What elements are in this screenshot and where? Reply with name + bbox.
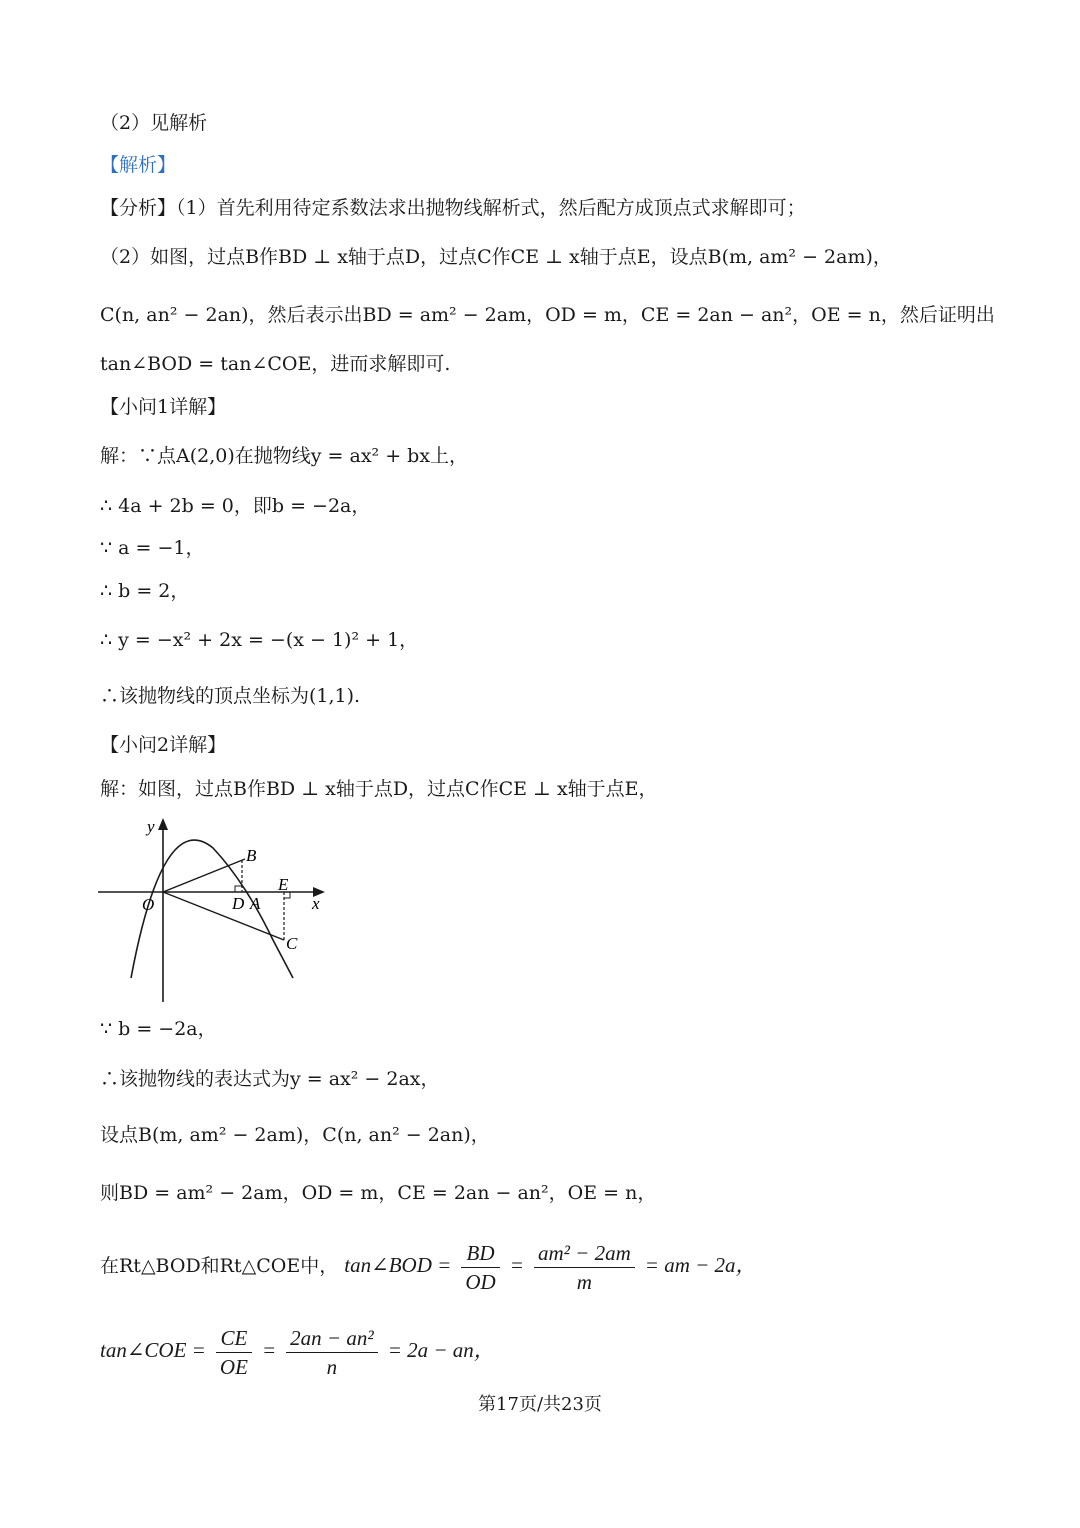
solution1-line-1: 解：∵点A(2,0)在抛物线y = ax² + bx上， [100,445,469,467]
solution1-line-5: ∴ y = −x² + 2x = −(x − 1)² + 1， [100,629,419,651]
label-C: C [286,934,298,953]
segment-OC [163,892,284,940]
analysis-line-4: tan∠BOD = tan∠COE，进而求解即可. [100,353,451,375]
solution1-line-2: ∴ 4a + 2b = 0，即b = −2a， [100,495,371,517]
eq1-rhs: = am − 2a， [644,1253,757,1277]
parabola-figure [95,812,335,1007]
solution1-line-6: ∴该抛物线的顶点坐标为(1,1). [100,685,361,707]
answer-part2: （2）见解析 [100,112,208,134]
eq2-f1-numerator: CE [220,1325,248,1350]
solution2-line-5: 则BD = am² − 2am，OD = m，CE = 2an − an²，OE = n， [100,1182,657,1204]
eq1-f2-numerator: am² − 2am [537,1240,631,1265]
eq2-fraction-2 [286,1324,377,1381]
eq2-f2-numerator: 2an − an² [290,1325,374,1350]
solution2-line-1: 解：如图，过点B作BD ⊥ x轴于点D，过点C作CE ⊥ x轴于点E， [100,778,658,800]
solution2-line-4: 设点B(m, am² − 2am)，C(n, an² − 2an)， [100,1124,490,1146]
label-O: O [142,895,155,914]
label-D: D [232,894,245,913]
eq2-f2-denominator: n [326,1354,338,1379]
equation-tan-BOD: 在Rt△BOD和Rt△COE中， tan∠BOD = $\frac{BD}{OD}$ = $\frac{\text{am² − 2am}}{m}$ = am − 2a， [100,1240,757,1294]
right-angle-D [235,886,242,892]
eq1-prefix: 在Rt△BOD和Rt△COE中， [100,1255,339,1277]
label-x: x [312,894,320,913]
label-E: E [278,875,289,894]
solution2-line-3: ∴该抛物线的表达式为y = ax² − 2ax， [100,1068,440,1090]
eq1-fraction-2 [534,1239,635,1296]
label-y: y [147,817,155,836]
parabola-curve [131,840,293,978]
analysis-line-1: 【分析】（1）首先利用待定系数法求出抛物线解析式，然后配方成顶点式求解即可； [100,197,806,219]
eq1-f1-denominator: OD [465,1269,496,1294]
eq2-lhs: tan∠COE = [100,1338,206,1362]
eq1-f1-numerator: BD [466,1240,495,1265]
analysis-line-3: C(n, an² − 2an)，然后表示出BD = am² − 2am，OD = m，CE = 2an − an²，OE = n，然后证明出 [100,304,995,326]
solution1-line-3: ∵ a = −1， [100,537,205,559]
eq1-lhs: tan∠BOD = [344,1253,452,1277]
page-footer: 第17页/共23页 [478,1394,602,1415]
solution1-line-4: ∴ b = 2， [100,580,190,602]
eq1-fraction-1 [461,1239,499,1296]
eq1-f2-denominator: m [576,1269,592,1294]
solution2-line-2: ∵ b = −2a， [100,1018,217,1040]
eq2-fraction-1 [216,1324,252,1381]
segment-OB [163,859,245,892]
equation-tan-COE: tan∠COE = $\frac{CE}{OE}$ = $\frac{\text{2an − an²}}{n}$ = 2a − an， [100,1325,495,1379]
section-analysis-heading: 【解析】 [100,154,177,176]
eq2-f1-denominator: OE [219,1354,248,1379]
eq2-rhs: = 2a − an， [387,1338,495,1362]
y-axis-arrow [158,818,168,830]
analysis-line-2: （2）如图，过点B作BD ⊥ x轴于点D，过点C作CE ⊥ x轴于点E，设点B(m, am² − 2am)， [100,246,892,268]
label-B: B [246,846,257,865]
subquestion-1-heading: 【小问1详解】 [100,396,227,418]
label-A: A [250,894,261,913]
subquestion-2-heading: 【小问2详解】 [100,734,227,756]
